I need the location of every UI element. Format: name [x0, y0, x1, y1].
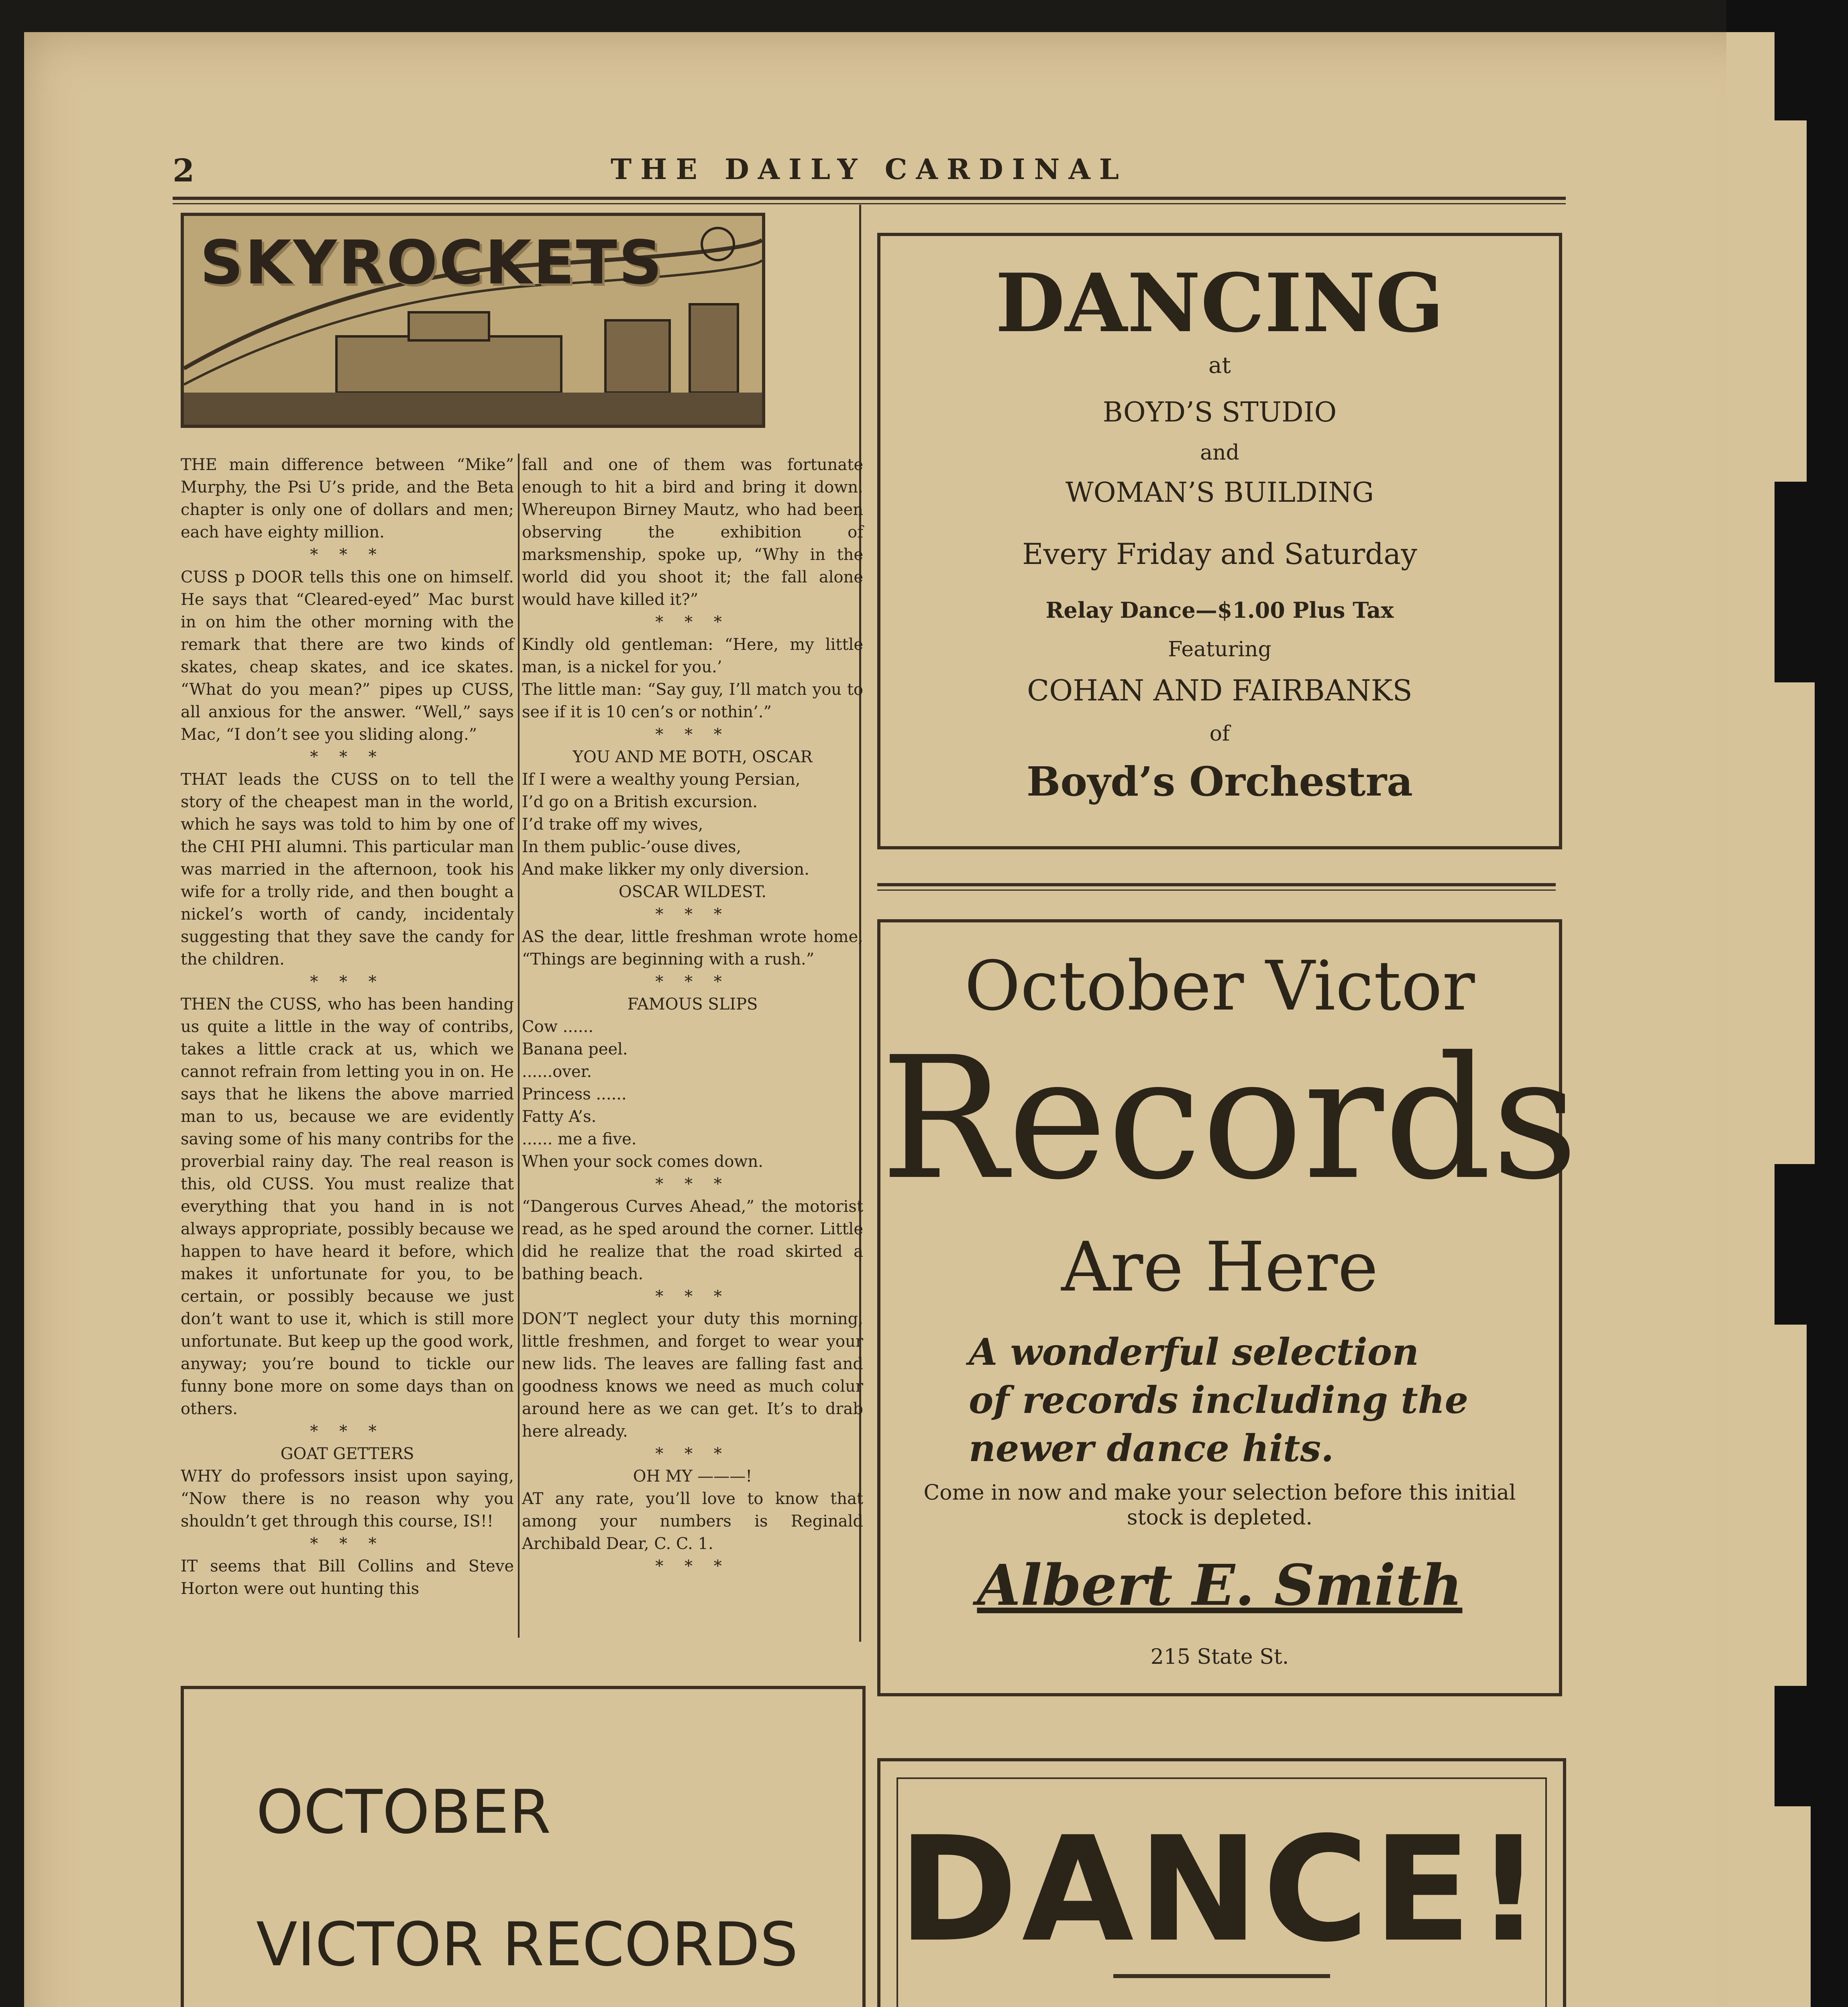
column-paragraph: In them public-’ouse dives, — [522, 838, 742, 856]
page-number: 2 — [173, 153, 195, 189]
ad-shop-line2: VICTOR RECORDS — [256, 1910, 798, 1980]
torn-right-edge — [1726, 0, 1848, 2007]
column-paragraph: WHY do professors insist upon saying, “Now there is no reason why you shouldn’t get through this course, IS!! — [181, 1467, 514, 1531]
column-paragraph: ......over. — [522, 1063, 592, 1081]
column-paragraph: Kindly old gentleman: “Here, my little man, is a nickel for you.’ — [522, 635, 863, 676]
ad-dancing-studio: BOYD’S STUDIO — [1102, 397, 1337, 428]
column-paragraph: Cow ...... — [522, 1018, 593, 1036]
column-paragraph: IT seems that Bill Collins and Steve Horton were out hunting this — [181, 1557, 514, 1598]
column-paragraph: DON’T neglect your duty this morning, little freshmen, and forget to wear your new lids. The leaves are falling fast and goodness knows we need as much colur around here as we can get. It’s to drab here already. — [522, 1310, 863, 1441]
column-paragraph: Banana peel. — [522, 1040, 628, 1058]
skyrockets-title: SKYROCKETS — [200, 228, 664, 298]
column-paragraph: OSCAR WILDEST. — [618, 883, 767, 901]
column-paragraph: If I were a wealthy young Persian, — [522, 770, 801, 789]
ad-records-line3: Are Here — [1061, 1227, 1378, 1307]
column-paragraph: * * * — [655, 973, 730, 991]
column-paragraph: FAMOUS SLIPS — [627, 995, 758, 1014]
ad-records-come-in: Come in now and make your selection before this initial stock is depleted. — [923, 1481, 1516, 1530]
ad-records-description: A wonderful selection of records including the newer dance hits. — [969, 1330, 1469, 1470]
skyrockets-column-1 — [181, 454, 514, 1600]
ad-dancing-featuring: Featuring — [1168, 637, 1271, 662]
ad-dancing-title: DANCING — [995, 256, 1444, 350]
ad-records-line1: October Victor — [964, 947, 1475, 1026]
column-paragraph: * * * — [655, 613, 730, 631]
ad-dancing-relay: Relay Dance—$1.00 Plus Tax — [1045, 597, 1394, 623]
ad-dancing — [877, 233, 1562, 849]
inner-column-rule — [518, 454, 520, 1638]
column-paragraph: * * * — [655, 1175, 730, 1193]
header-rule — [173, 197, 1566, 200]
column-paragraph: THAT leads the CUSS on to tell the story of the cheapest man in the world, which he says was told to him by one of the CHI PHI alumni. This particular man was married in the afternoon, took his wife for a trolly ride, and then bought a nickel’s worth of candy, incidentaly suggesting that they save the candy for the children. — [181, 770, 514, 969]
column-paragraph: THEN the CUSS, who has been handing us quite a little in the way of contribs, takes a little crack at us, which we cannot refrain from letting you in on. He says that he likens the above married man to us, because we are evidently saving some of his many contribs for the proverbial rainy day. The real reason is this, old CUSS. You must realize that everything that you hand in is not always appropriate, possibly because we happen to have heard it before, which makes it unfortunate for you, to be certain, or possibly because we just don’t want to use it, which is still more unfortunate. But keep up the good work, anyway; you’re bound to tickle our funny bone more on some days than on others. — [181, 995, 514, 1418]
ad-records-line2: Records — [880, 1021, 1579, 1217]
column-paragraph: And make likker my only diversion. — [522, 860, 809, 879]
ad-dance-divider-1 — [1113, 1974, 1330, 1978]
ad-dance-tonight — [877, 1758, 1566, 2007]
ad-separator-top — [877, 883, 1556, 886]
column-paragraph: “Dangerous Curves Ahead,” the motorist read, as he sped around the corner. Little did he realize that the road skirted a bathing beach. — [522, 1197, 863, 1283]
column-paragraph: * * * — [310, 973, 385, 991]
ad-shop-line1: OCTOBER — [256, 1777, 551, 1847]
ad-dance-title: DANCE! — [898, 1805, 1546, 1974]
column-paragraph: Princess ...... — [522, 1085, 627, 1103]
ad-dancing-of: of — [1209, 722, 1230, 746]
ad-october-victor-records — [877, 919, 1579, 1696]
column-paragraph: * * * — [655, 1445, 730, 1463]
column-paragraph: The little man: “Say guy, I’ll match you to see if it is 10 cen’s or nothin’.” — [522, 680, 863, 721]
ad-dancing-building: WOMAN’S BUILDING — [1065, 477, 1374, 509]
column-paragraph: OH MY ———! — [633, 1467, 752, 1486]
ad-dancing-act: COHAN AND FAIRBANKS — [1027, 674, 1412, 707]
ad-separator-bottom — [877, 890, 1556, 891]
column-paragraph: * * * — [655, 1557, 730, 1575]
column-paragraph: AT any rate, you’ll love to know that among your numbers is Reginald Archibald Dear, C. C. 1. — [522, 1490, 863, 1553]
page-header — [173, 153, 1566, 189]
skyrockets-banner — [181, 213, 765, 428]
ad-records-address: 215 State St. — [1150, 1645, 1289, 1669]
column-paragraph: CUSS p DOOR tells this one on himself. He says that “Cleared-eyed” Mac burst in on him the other morning with the remark that there are two kinds of skates, cheap skates, and ice skates. “What do you mean?” pipes up CUSS, all anxious for the answer. “Well,” says Mac, “I don’t see you sliding along.” — [181, 568, 514, 744]
ad-dancing-at: at — [1208, 352, 1231, 379]
column-paragraph: * * * — [310, 546, 385, 564]
header-rule-thin — [173, 203, 1566, 204]
ad-dancing-and: and — [1200, 441, 1239, 465]
column-paragraph: * * * — [310, 1535, 385, 1553]
column-paragraph: * * * — [655, 905, 730, 924]
column-paragraph: * * * — [310, 1422, 385, 1441]
column-paragraph: When your sock comes down. — [522, 1152, 763, 1171]
skyrockets-column-2 — [522, 454, 863, 1578]
masthead: THE DAILY CARDINAL — [611, 153, 1128, 186]
ad-dancing-orchestra: Boyd’s Orchestra — [1026, 758, 1413, 805]
column-paragraph: * * * — [655, 725, 730, 744]
column-paragraph: * * * — [655, 1287, 730, 1306]
column-paragraph: ...... me a five. — [522, 1130, 637, 1148]
column-paragraph: GOAT GETTERS — [280, 1445, 414, 1463]
column-paragraph: fall and one of them was fortunate enough to hit a bird and bring it down. Whereupon Birney Mautz, who had been observing the exhibition of marksmenship, spoke up, “Why in the world did you shoot it; the fall alone would have killed it?” — [522, 456, 863, 609]
column-paragraph: Fatty A’s. — [522, 1107, 597, 1126]
column-paragraph: I’d go on a British excursion. — [522, 793, 758, 811]
column-paragraph: AS the dear, little freshman wrote home, “Things are beginning with a rush.” — [522, 928, 863, 969]
ad-university-music-shop — [181, 1686, 866, 2007]
column-paragraph: THE main difference between “Mike” Murphy, the Psi U’s pride, and the Beta chapter is only one of dollars and men; each have eighty million. — [181, 456, 514, 541]
column-paragraph: I’d trake off my wives, — [522, 815, 703, 834]
ad-dancing-schedule: Every Friday and Saturday — [1022, 537, 1417, 571]
column-paragraph: * * * — [310, 748, 385, 766]
column-paragraph: YOU AND ME BOTH, OSCAR — [573, 748, 813, 766]
ad-records-signature: Albert E. Smith — [977, 1553, 1463, 1618]
